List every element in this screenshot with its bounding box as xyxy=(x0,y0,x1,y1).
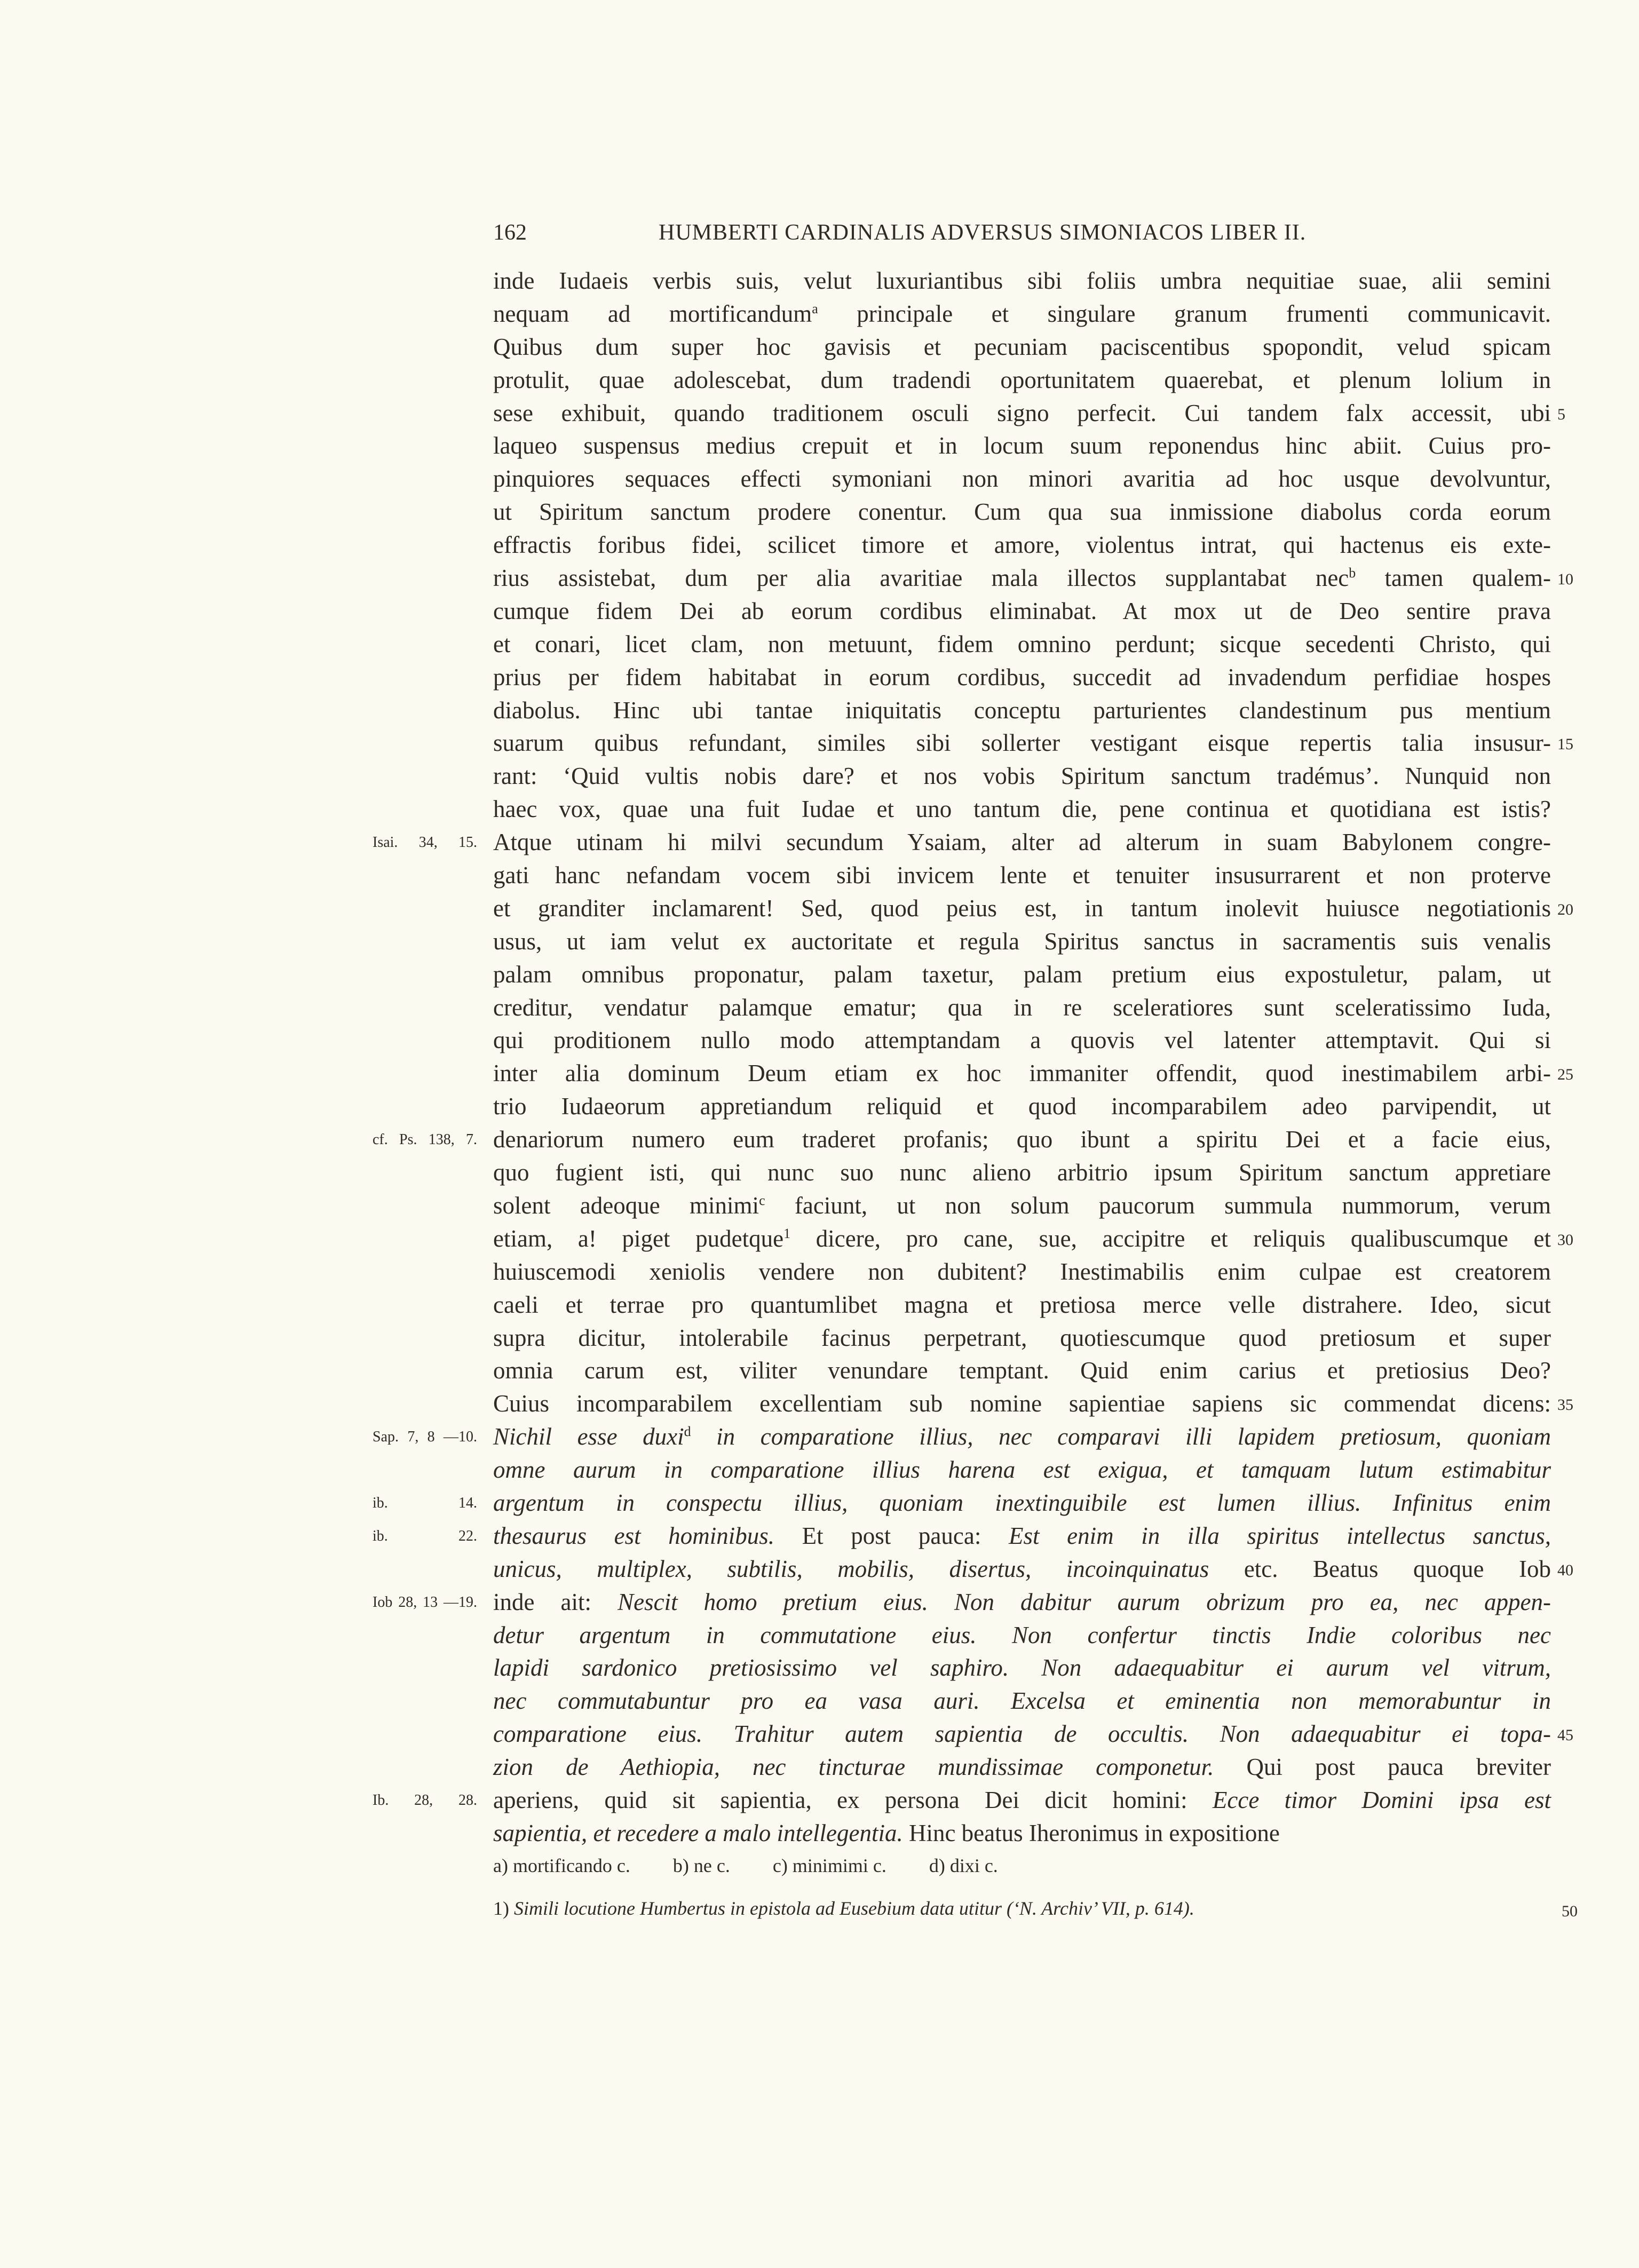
line-text: caeli et terrae pro quantumlibet magna et pretiosa merce velle distrahere. Ideo, sicut xyxy=(493,1291,1551,1318)
note-text: minimimi c. xyxy=(792,1855,886,1876)
text-line xyxy=(493,1387,1573,1421)
line-text: qui proditionem nullo modo attemptandam a quovis vel latenter attemptavit. Qui si xyxy=(493,1027,1551,1054)
text-line xyxy=(493,727,1573,760)
line-number: 45 xyxy=(1557,1726,1573,1744)
text-line xyxy=(493,760,1551,793)
line-number: 30 xyxy=(1557,1231,1573,1249)
text-line xyxy=(493,1553,1573,1586)
text-line xyxy=(373,1520,1551,1553)
line-text: laqueo suspensus medius crepuit et in locum suum reponendus hinc abiit. Cuius pro- xyxy=(493,432,1551,459)
text-line xyxy=(493,1354,1551,1387)
note-text: dixi c. xyxy=(949,1855,998,1876)
line-text: Quibus dum super hoc gavisis et pecuniam paciscentibus spopondit, velud spicam xyxy=(493,333,1551,360)
line-text: zion de Aethiopia, nec tincturae mundissimae componetur. Qui post pauca breviter xyxy=(493,1754,1551,1781)
text-line xyxy=(373,826,1551,859)
note-text: mortificando c. xyxy=(512,1855,630,1876)
line-text: Atque utinam hi milvi secundum Ysaiam, alter ad alterum in suam Babylonem congre- xyxy=(493,829,1551,856)
text-line xyxy=(493,1024,1551,1057)
text-line xyxy=(493,892,1573,925)
line-text: cumque fidem Dei ab eorum cordibus eliminabat. At mox ut de Deo sentire prava xyxy=(493,597,1551,624)
margin-reference: Sap. 7, 8 —10. xyxy=(373,1429,477,1446)
line-text: et conari, licet clam, non metuunt, fidem omnino perdunt; sicque secedenti Christo, qui xyxy=(493,630,1551,657)
text-line xyxy=(493,859,1551,892)
text-line xyxy=(493,496,1551,529)
text-line xyxy=(493,958,1551,992)
text-line xyxy=(493,1652,1551,1685)
text-line xyxy=(373,1421,1551,1454)
note-mark: c) xyxy=(772,1855,793,1876)
text-line xyxy=(493,694,1551,727)
text-line xyxy=(493,992,1551,1025)
line-text: solent adeoque minimi$^c$ faciunt, ut non solum paucorum summula nummorum, verum xyxy=(493,1192,1551,1219)
text-line xyxy=(493,595,1551,628)
line-text: thesaurus est hominibus. Et post pauca: Est enim in illa spiritus intellectus sanctus, xyxy=(493,1522,1551,1549)
margin-reference: Ib. 28, 28. xyxy=(373,1791,477,1809)
text-line xyxy=(493,1090,1551,1123)
line-number: 5 xyxy=(1557,405,1565,423)
margin-reference: Iob 28, 13 —19. xyxy=(373,1593,477,1611)
main-text xyxy=(373,265,1573,1850)
text-line xyxy=(493,628,1551,661)
variant-note xyxy=(773,1855,886,1876)
line-text: nec commutabuntur pro ea vasa auri. Excelsa et eminentia non memorabuntur in xyxy=(493,1687,1551,1715)
text-line xyxy=(493,1189,1551,1223)
text-line xyxy=(493,1685,1551,1718)
line-number: 50 xyxy=(1562,1902,1578,1920)
line-text: palam omnibus proponatur, palam taxetur, palam pretium eius expostuletur, palam, ut xyxy=(493,961,1551,988)
line-text: comparatione eius. Trahitur autem sapientia de occultis. Non adaequabitur ei topa- xyxy=(493,1720,1551,1748)
running-title: HUMBERTI CARDINALIS ADVERSUS SIMONIACOS LIBER II. xyxy=(659,220,1307,245)
line-text: effractis foribus fidei, scilicet timore et amore, violentus intrat, qui hactenus eis exte- xyxy=(493,532,1551,559)
text-line xyxy=(493,364,1551,397)
line-text: etiam, a! piget pudetque$^1$ dicere, pro cane, sue, accipitre et reliquis qualibuscumque et xyxy=(493,1225,1551,1252)
line-text: denariorum numero eum traderet profanis; quo ibunt a spiritu Dei et a facie eius, xyxy=(493,1126,1551,1153)
note-mark: a) xyxy=(493,1855,513,1876)
text-line xyxy=(493,1619,1551,1652)
variant-note xyxy=(493,1855,630,1876)
line-text: quo fugient isti, qui nunc suo nunc alieno arbitrio ipsum Spiritum sanctum appretiare xyxy=(493,1159,1551,1186)
line-number: 20 xyxy=(1557,900,1573,918)
line-number: 35 xyxy=(1557,1396,1573,1414)
line-number: 25 xyxy=(1557,1066,1573,1084)
text-line xyxy=(493,397,1565,430)
line-text: aperiens, quid sit sapientia, ex persona Dei dicit homini: Ecce timor Domini ipsa est xyxy=(493,1786,1551,1813)
line-text: sese exhibuit, quando traditionem osculi signo perfecit. Cui tandem falx accessit, ubi xyxy=(493,399,1551,426)
line-text: Cuius incomparabilem excellentiam sub nomine sapientiae sapiens sic commendat dicens: xyxy=(493,1390,1551,1417)
variant-notes xyxy=(493,1844,1561,1887)
line-number: 40 xyxy=(1557,1561,1573,1579)
margin-reference: ib. 22. xyxy=(373,1527,477,1544)
note-text: Simili locutione Humbertus in epistola ad Eusebium data utitur (‘N. Archiv’ VII, p. 614). xyxy=(514,1898,1194,1919)
text-line xyxy=(493,1256,1551,1289)
text-line xyxy=(493,298,1551,331)
variant-note xyxy=(673,1855,730,1876)
line-text: omnia carum est, viliter venundare temptant. Quid enim carius et pretiosius Deo? xyxy=(493,1357,1551,1384)
note-mark: b) xyxy=(672,1855,694,1876)
text-line xyxy=(493,1057,1573,1090)
line-text: argentum in conspectu illius, quoniam inextinguibile est lumen illius. Infinitus enim xyxy=(493,1489,1551,1516)
line-text: prius per fidem habitabat in eorum cordibus, succedit ad invadendum perfidiae hospes xyxy=(493,663,1551,691)
text-line xyxy=(493,1223,1573,1256)
line-number: 15 xyxy=(1557,735,1573,754)
text-line xyxy=(493,463,1551,496)
line-text: supra dicitur, intolerabile facinus perpetrant, quotiescumque quod pretiosum et super xyxy=(493,1324,1551,1351)
text-line xyxy=(493,1454,1551,1487)
variant-note xyxy=(929,1855,998,1876)
line-text: detur argentum in commutatione eius. Non confertur tinctis Indie coloribus nec xyxy=(493,1621,1551,1648)
text-line xyxy=(373,1123,1551,1156)
line-text: rius assistebat, dum per alia avaritiae mala illectos supplantabat nec$^b$ tamen qualem- xyxy=(493,565,1551,592)
line-text: usus, ut iam velut ex auctoritate et regula Spiritus sanctus in sacramentis suis venalis xyxy=(493,927,1551,955)
line-text: omne aurum in comparatione illius harena est exigua, et tamquam lutum estimabitur xyxy=(493,1456,1551,1484)
running-header xyxy=(493,216,1507,253)
text-line xyxy=(493,529,1551,562)
text-line xyxy=(493,925,1551,958)
line-text: lapidi sardonico pretiosissimo vel saphiro. Non adaequabitur ei aurum vel vitrum, xyxy=(493,1654,1551,1682)
line-text: creditur, vendatur palamque ematur; qua in re sceleratiores sunt sceleratissimo Iuda, xyxy=(493,994,1551,1021)
footnote-1 xyxy=(493,1887,1578,1930)
line-text: pinquiores sequaces effecti symoniani non minori avaritia ad hoc usque devolvuntur, xyxy=(493,465,1551,493)
text-line xyxy=(373,1586,1551,1619)
text-line xyxy=(493,1289,1551,1322)
line-text: protulit, quae adolescebat, dum tradendi oportunitatem quaerebat, et plenum lolium in xyxy=(493,366,1551,393)
line-text: ut Spiritum sanctum prodere conentur. Cum qua sua inmissione diabolus corda eorum xyxy=(493,498,1551,526)
line-text: unicus, multiplex, subtilis, mobilis, disertus, incoinquinatus etc. Beatus quoque Iob xyxy=(493,1555,1551,1582)
line-text: huiuscemodi xeniolis vendere non dubitent? Inestimabilis enim culpae est creatorem xyxy=(493,1258,1551,1285)
margin-reference: cf. Ps. 138, 7. xyxy=(373,1131,477,1148)
line-text: et granditer inclamarent! Sed, quod peius est, in tantum inolevit huiusce negotiationis xyxy=(493,894,1551,922)
line-text: rant: ‘Quid vultis nobis dare? et nos vobis Spiritum sanctum tradémus’. Nunquid non xyxy=(493,763,1551,790)
line-text: nequam ad mortificandum$^a$ principale et singulare granum frumenti communicavit. xyxy=(493,300,1551,327)
line-text: gati hanc nefandam vocem sibi invicem lente et tenuiter insusurrarent et non proterve xyxy=(493,862,1551,889)
footnotes xyxy=(493,1844,1578,1930)
line-text: inde ait: Nescit homo pretium eius. Non dabitur aurum obrizum pro ea, nec appen- xyxy=(493,1588,1551,1615)
text-line xyxy=(493,1322,1551,1355)
text-line xyxy=(493,265,1551,298)
line-number: 10 xyxy=(1557,570,1573,589)
page-number: 162 xyxy=(493,220,527,245)
note-mark: 1) xyxy=(493,1898,514,1919)
text-line xyxy=(493,331,1551,364)
note-mark: d) xyxy=(929,1855,950,1876)
text-line xyxy=(493,1718,1573,1751)
text-line xyxy=(493,661,1551,694)
text-line xyxy=(493,793,1551,826)
margin-reference: ib. 14. xyxy=(373,1494,477,1511)
text-line xyxy=(493,1751,1551,1784)
text-line xyxy=(373,1784,1551,1817)
note-text: ne c. xyxy=(693,1855,730,1876)
text-line xyxy=(493,430,1551,463)
text-line xyxy=(493,1156,1551,1189)
line-text: inde Iudaeis verbis suis, velut luxuriantibus sibi foliis umbra nequitiae suae, alii semini xyxy=(493,267,1551,294)
text-line xyxy=(373,1487,1551,1520)
line-text: trio Iudaeorum appretiandum reliquid et quod incomparabilem adeo parvipendit, ut xyxy=(493,1093,1551,1120)
line-text: haec vox, quae una fuit Iudae et uno tantum die, pene continua et quotidiana est istis? xyxy=(493,796,1551,823)
line-text: inter alia dominum Deum etiam ex hoc immaniter offendit, quod inestimabilem arbi- xyxy=(493,1060,1551,1087)
line-text: suarum quibus refundant, similes sibi sollerter vestigant eisque repertis talia insusur- xyxy=(493,729,1551,757)
line-text: sapientia, et recedere a malo intellegentia. Hinc beatus Iheronimus in expositione xyxy=(493,1819,1280,1846)
text-line xyxy=(493,562,1573,595)
margin-reference: Isai. 34, 15. xyxy=(373,834,477,851)
line-text: diabolus. Hinc ubi tantae iniquitatis conceptu parturientes clandestinum pus mentium xyxy=(493,696,1551,724)
line-text: Nichil esse duxi$^d$ in comparatione illius, nec comparavi illi lapidem pretiosum, quoniam xyxy=(493,1423,1551,1450)
